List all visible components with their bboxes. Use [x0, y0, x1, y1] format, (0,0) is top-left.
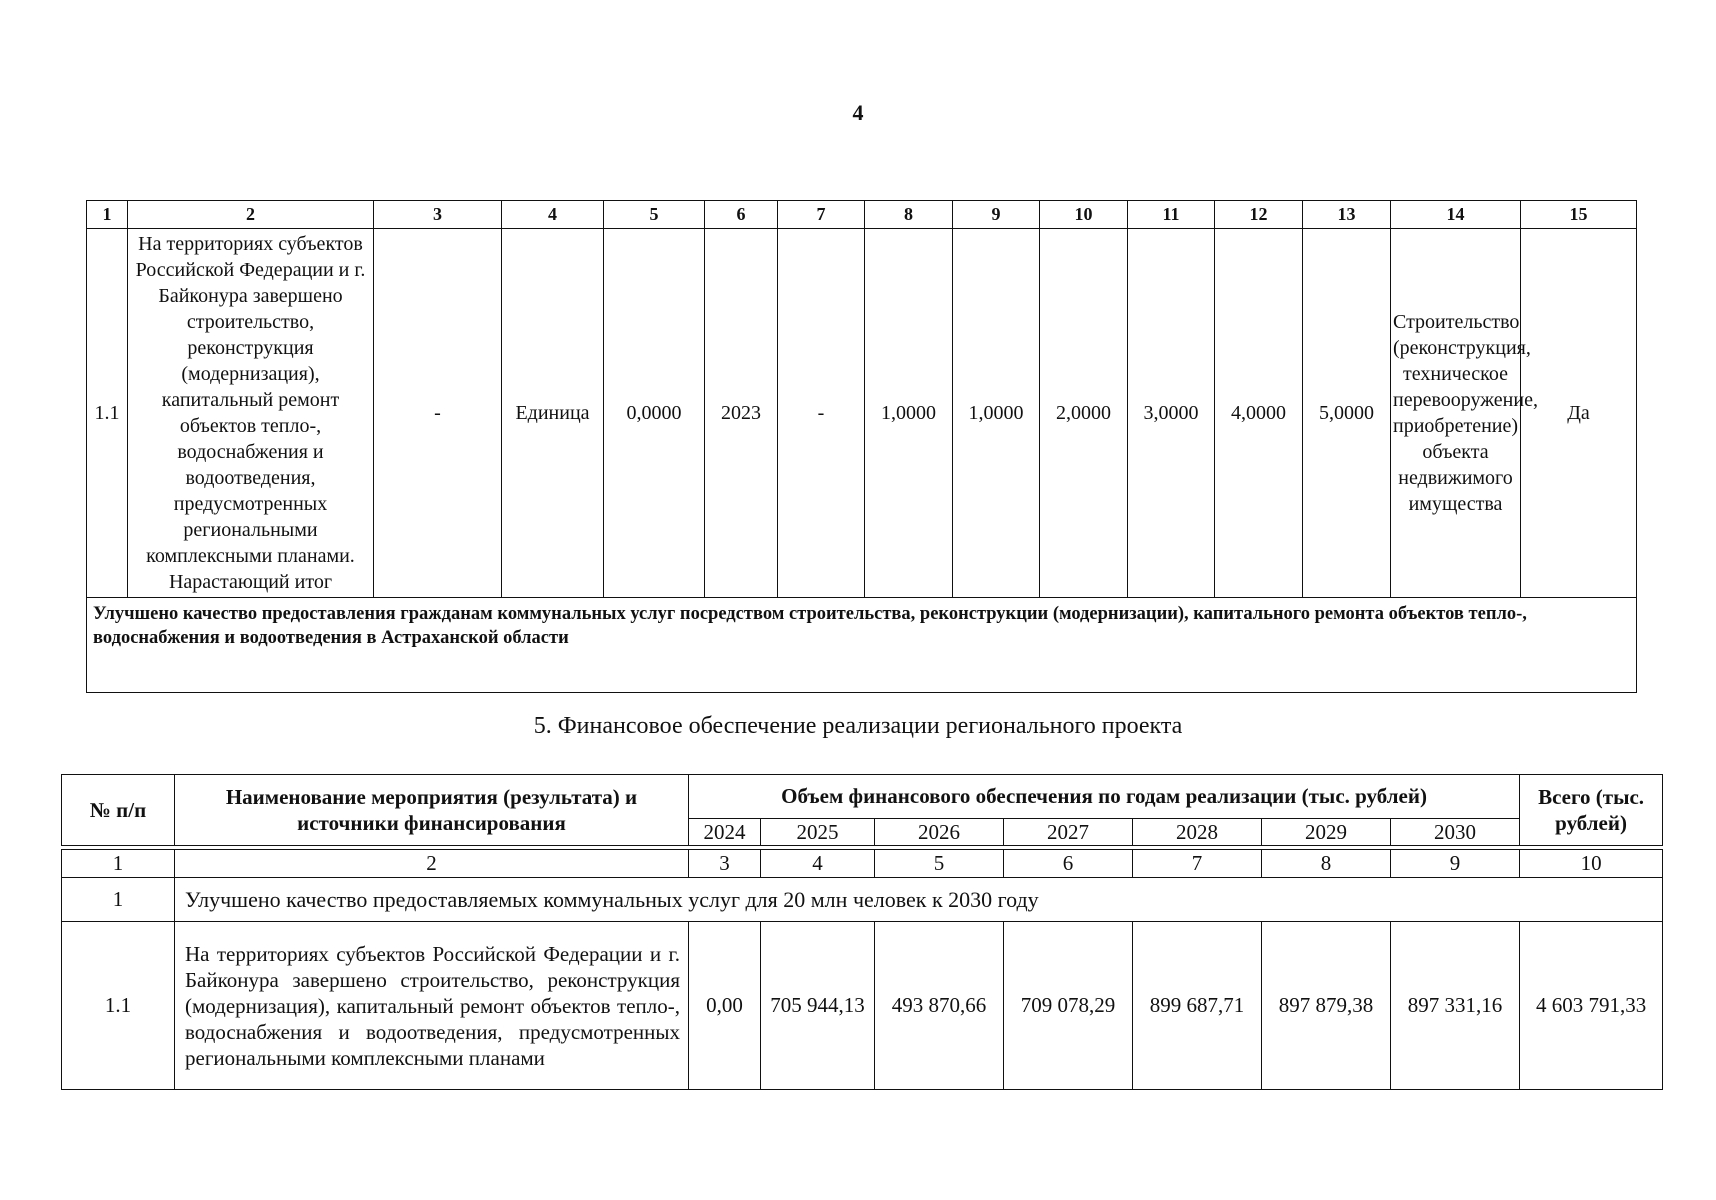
year-cell: 2026: [875, 819, 1004, 846]
column-number: 9: [953, 201, 1040, 229]
amount-cell: 897 879,38: [1262, 922, 1391, 1090]
goal-num: 1: [62, 878, 175, 922]
base-value-cell: 0,0000: [604, 229, 705, 598]
footer-row: [87, 598, 1637, 693]
header-name: Наименование мероприятия (результата) и источники финансирования: [175, 775, 689, 846]
column-number: 10: [1040, 201, 1128, 229]
column-number: 10: [1520, 850, 1663, 878]
total-cell: 4 603 791,33: [1520, 922, 1663, 1090]
year-cell: 2027: [1004, 819, 1133, 846]
column-number: 7: [778, 201, 865, 229]
column-number: 12: [1215, 201, 1303, 229]
value-cell: 3,0000: [1128, 229, 1215, 598]
header-total: Всего (тыс. рублей): [1520, 775, 1663, 846]
table-row: [87, 229, 1637, 598]
value-cell: 1,0000: [953, 229, 1040, 598]
column-number-row: [62, 850, 1663, 878]
column-number: 7: [1133, 850, 1262, 878]
indicator-table: [86, 200, 1637, 693]
base-year-cell: 2023: [705, 229, 778, 598]
column-number: 9: [1391, 850, 1520, 878]
value-cell: 5,0000: [1303, 229, 1391, 598]
column-number: 15: [1521, 201, 1637, 229]
column-number: 3: [689, 850, 761, 878]
amount-cell: 705 944,13: [761, 922, 875, 1090]
year-cell: 2025: [761, 819, 875, 846]
column-number: 4: [502, 201, 604, 229]
row-number: 1.1: [87, 229, 128, 598]
header-num: № п/п: [62, 775, 175, 846]
financing-table: [61, 774, 1663, 1090]
column-number: 8: [865, 201, 953, 229]
year-cell: 2030: [1391, 819, 1520, 846]
table-cell: -: [778, 229, 865, 598]
column-number: 1: [87, 201, 128, 229]
result-num: 1.1: [62, 922, 175, 1090]
column-number: 11: [1128, 201, 1215, 229]
year-cell: 2029: [1262, 819, 1391, 846]
unit-cell: Единица: [502, 229, 604, 598]
column-number: 3: [374, 201, 502, 229]
indicator-description: На территориях субъектов Российской Федерации и г. Байконура завершено строительство, реконструкция (модернизация), капитальный ремонт объектов тепло-, водоснабжения и водоотведения, предусмотренных региональными комплексными планами. Нарастающий итог: [128, 229, 374, 598]
flag-cell: Да: [1521, 229, 1637, 598]
amount-cell: 0,00: [689, 922, 761, 1090]
amount-cell: 709 078,29: [1004, 922, 1133, 1090]
table-cell: -: [374, 229, 502, 598]
column-number: 8: [1262, 850, 1391, 878]
year-cell: 2028: [1133, 819, 1262, 846]
column-number: 5: [875, 850, 1004, 878]
header-volume: Объем финансового обеспечения по годам реализации (тыс. рублей): [689, 775, 1520, 819]
year-cell: 2024: [689, 819, 761, 846]
column-number: 2: [128, 201, 374, 229]
goal-row: [62, 878, 1663, 922]
page-number: 4: [852, 100, 864, 125]
result-description: На территориях субъектов Российской Федерации и г. Байконура завершено строительство, реконструкция (модернизация), капитальный ремонт объектов тепло-, водоснабжения и водоотведения, предусмотренных региональными комплексными планами: [175, 922, 689, 1090]
amount-cell: 899 687,71: [1133, 922, 1262, 1090]
column-number: 6: [705, 201, 778, 229]
column-number: 13: [1303, 201, 1391, 229]
value-cell: 2,0000: [1040, 229, 1128, 598]
goal-text: Улучшено качество предоставляемых коммунальных услуг для 20 млн человек к 2030 году: [175, 878, 1663, 922]
amount-cell: 493 870,66: [875, 922, 1004, 1090]
result-row: [62, 922, 1663, 1090]
column-number: 4: [761, 850, 875, 878]
header-row: [62, 775, 1663, 819]
footer-text: Улучшено качество предоставления гражданам коммунальных услуг посредством строительства, реконструкции (модернизации), капитального ремонта объектов тепло-, водоснабжения и водоотведения в Астраханской области: [87, 598, 1637, 693]
column-number: 1: [62, 850, 175, 878]
column-number: 6: [1004, 850, 1133, 878]
column-number: 14: [1391, 201, 1521, 229]
value-cell: 4,0000: [1215, 229, 1303, 598]
amount-cell: 897 331,16: [1391, 922, 1520, 1090]
value-cell: 1,0000: [865, 229, 953, 598]
activity-type-cell: Строительство (реконструкция, техническое перевооружение, приобретение) объекта недвижимого имущества: [1391, 229, 1521, 598]
section-title: 5. Финансовое обеспечение реализации регионального проекта: [533, 713, 1183, 739]
column-number: 5: [604, 201, 705, 229]
column-number: 2: [175, 850, 689, 878]
column-number-row: [87, 201, 1637, 229]
